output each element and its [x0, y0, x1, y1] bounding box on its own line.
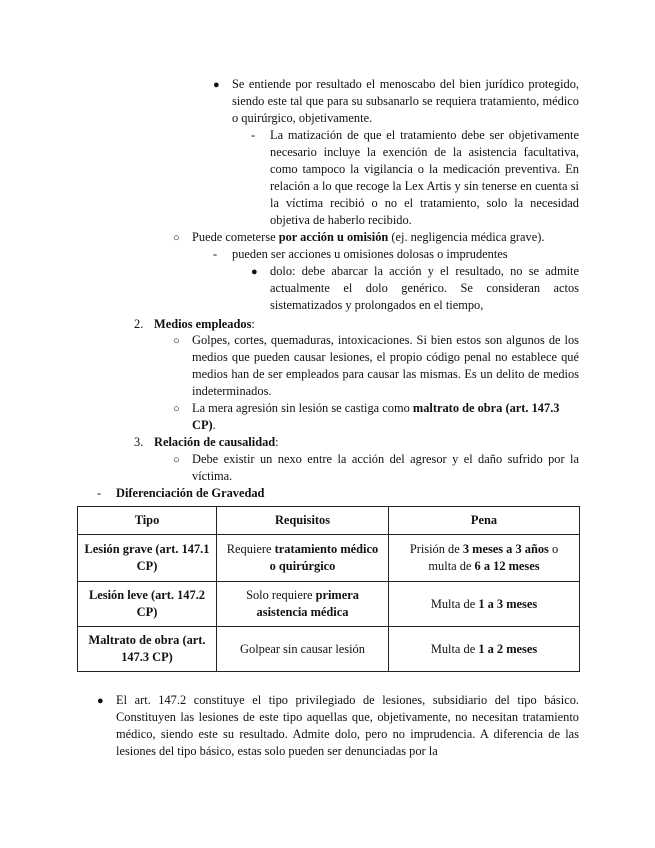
section-number: 2.	[134, 317, 144, 331]
section-number: 3.	[134, 435, 144, 449]
bullet-circle-icon: ○	[173, 232, 180, 244]
paragraph-matizacion: La matización de que el tratamiento debe ser objetivamente necesario incluye la exención de la asistencia facultativa, como tampoco la vigilancia o la medicación preventiva. En relación a lo que recoge la Lex Artis y sin tenerse en cuenta si la víctima recibió o no el tratamiento, solo la necesidad objetiva de haberlo recibido.	[270, 128, 579, 227]
paragraph-cometerse: Puede cometerse por acción u omisión (ej. negligencia médica grave).	[192, 230, 545, 244]
paragraph-dolo: dolo: debe abarcar la acción y el resultado, no se admite actualmente el dolo genérico. Se consideran actos sistematizados y prolongados en el tiempo,	[270, 264, 579, 312]
section-title-medios: Medios empleados:	[154, 317, 255, 331]
table-row	[78, 582, 580, 627]
dash-marker: -	[213, 247, 218, 261]
bullet-circle-icon: ○	[173, 335, 180, 347]
cell-tipo: Lesión leve (art. 147.2 CP)	[78, 582, 217, 627]
cell-pena: Multa de 1 a 2 meses	[389, 627, 580, 672]
cell-requisitos: Golpear sin causar lesión	[217, 627, 389, 672]
paragraph-art-147-2: El art. 147.2 constituye el tipo privilegiado de lesiones, subsidiario del tipo básico. Constituyen las lesiones de este tipo aquellas que, objetivamente, no necesitan tratamiento médico, siendo este su resultado. Admite dolo, pero no imprudencia. A diferencia de las lesiones del tipo básico, estas solo pueden ser denunciadas por la	[116, 693, 579, 758]
bullet-dot-icon: ●	[97, 695, 104, 707]
paragraph-maltrato: La mera agresión sin lesión se castiga como maltrato de obra (art. 147.3 CP).	[192, 401, 560, 432]
header-tipo: Tipo	[78, 507, 217, 535]
header-pena: Pena	[389, 507, 580, 535]
cell-tipo: Lesión grave (art. 147.1 CP)	[78, 535, 217, 582]
paragraph-acciones: pueden ser acciones u omisiones dolosas o imprudentes	[232, 247, 508, 261]
bullet-dot-icon: ●	[213, 79, 220, 91]
bullet-circle-icon: ○	[173, 403, 180, 415]
table-header-row	[78, 507, 580, 535]
paragraph-medios: Golpes, cortes, quemaduras, intoxicaciones. Si bien estos son algunos de los medios que pueden causar lesiones, el propio código penal no establece qué medios han de ser empleados para causar las mismas. Es un delito de medios indeterminados.	[192, 333, 579, 398]
dash-marker: -	[251, 128, 256, 142]
bullet-circle-icon: ○	[173, 454, 180, 466]
cell-pena: Multa de 1 a 3 meses	[389, 582, 580, 627]
table-row	[78, 535, 580, 582]
paragraph-resultado: Se entiende por resultado el menoscabo del bien jurídico protegido, siendo este tal que para su subsanarlo se requiera tratamiento, médico o quirúrgico, objetivamente.	[232, 77, 579, 125]
header-requisitos: Requisitos	[217, 507, 389, 535]
cell-requisitos: Requiere tratamiento médico o quirúrgico	[217, 535, 389, 582]
cell-tipo: Maltrato de obra (art. 147.3 CP)	[78, 627, 217, 672]
gravedad-table	[77, 506, 580, 672]
cell-pena: Prisión de 3 meses a 3 años o multa de 6 a 12 meses	[389, 535, 580, 582]
heading-gravedad: Diferenciación de Gravedad	[116, 486, 265, 500]
section-title-causalidad: Relación de causalidad:	[154, 435, 279, 449]
table-row	[78, 627, 580, 672]
paragraph-causalidad: Debe existir un nexo entre la acción del agresor y el daño sufrido por la víctima.	[192, 452, 579, 483]
cell-requisitos: Solo requiere primera asistencia médica	[217, 582, 389, 627]
bullet-dot-icon: ●	[251, 266, 258, 278]
dash-marker: -	[97, 486, 102, 500]
